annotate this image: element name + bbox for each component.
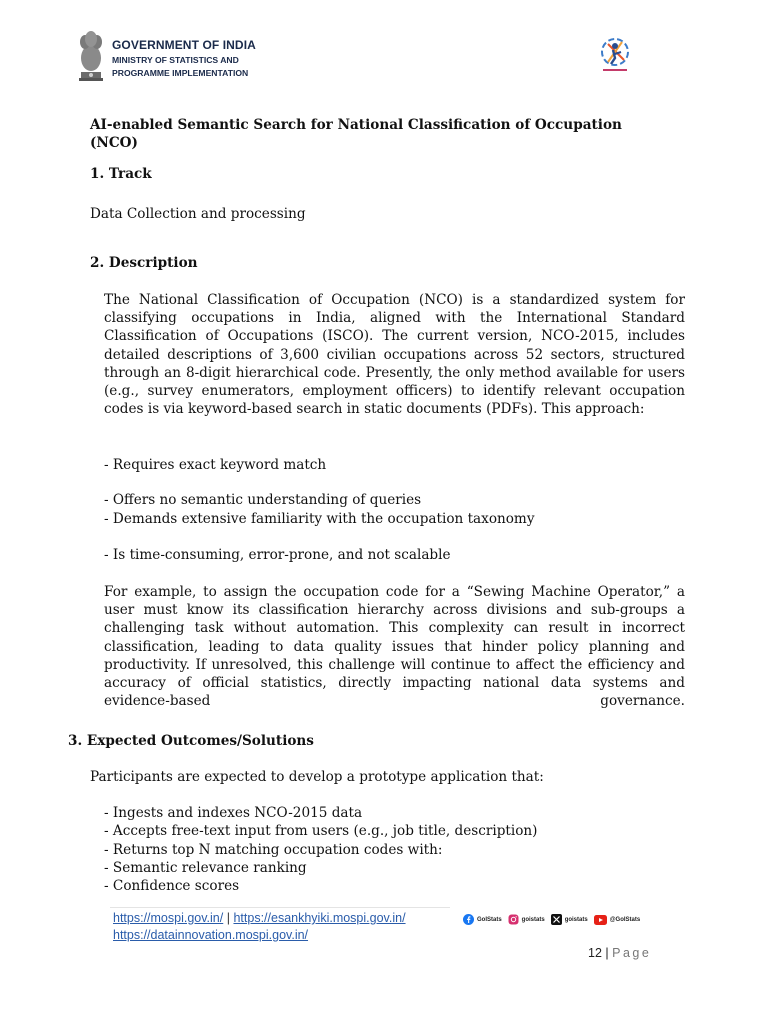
facebook-handle[interactable]: GoIStats: [463, 914, 502, 925]
document-title-line2: (NCO): [90, 135, 138, 151]
x-twitter-icon: [551, 914, 562, 925]
government-title: GOVERNMENT OF INDIA: [112, 38, 256, 52]
x-handle[interactable]: goistats: [551, 914, 588, 925]
social-media-handles: [463, 914, 646, 925]
youtube-handle[interactable]: @GoIStats: [594, 915, 641, 925]
ministry-name-line2: PROGRAMME IMPLEMENTATION: [112, 68, 249, 78]
esankhyiki-link[interactable]: https://esankhyiki.mospi.gov.in/: [233, 911, 406, 925]
section-heading-track: 1. Track: [90, 166, 152, 182]
outcome-bullet: - Returns top N matching occupation codes with:: [104, 842, 443, 858]
footer-links-row-2: [113, 928, 308, 942]
document-title-line1: AI-enabled Semantic Search for National Classification of Occupation: [90, 117, 622, 133]
description-bullet: - Requires exact keyword match: [104, 457, 327, 473]
outcome-bullet: - Semantic relevance ranking: [104, 860, 307, 876]
mospi-link[interactable]: https://mospi.gov.in/: [113, 911, 224, 925]
datainnovation-link[interactable]: https://datainnovation.mospi.gov.in/: [113, 928, 309, 942]
ministry-name-line1: MINISTRY OF STATISTICS AND: [112, 55, 239, 65]
track-value: Data Collection and processing: [90, 206, 306, 222]
description-bullet: - Is time-consuming, error-prone, and not scalable: [104, 547, 451, 563]
outcome-bullet: - Confidence scores: [104, 878, 240, 894]
page-number: 12 | Page: [588, 946, 652, 960]
description-paragraph: The National Classification of Occupation (NCO) is a standardized system for classifying occupations in India, aligned with the International Standard Classification of Occupations (ISCO). The current version, NCO-2015, includes detailed descriptions of 3,600 civilian occupations across 52 sectors, structured through an 8-digit hierarchical code. Presently, the only method available for users (e.g., survey enumerators, employment officers) to identify relevant occupation codes is via keyword-based search in static documents (PDFs). This approach:: [104, 292, 685, 418]
link-separator: |: [226, 911, 230, 925]
outcomes-intro: Participants are expected to develop a prototype application that:: [90, 769, 544, 785]
example-paragraph: For example, to assign the occupation code for a “Sewing Machine Operator,” a user must know its classification hierarchy across divisions and sub-groups a challenging task without automation. This complexity can result in incorrect classification, leading to data quality issues that hinder policy planning and productivity. If unresolved, this challenge will continue to affect the efficiency and accuracy of official statistics, directly impacting national data systems and evidence-based governance.: [104, 584, 685, 710]
footer-links-row: [113, 911, 406, 925]
header-branding: [76, 28, 256, 82]
footer-divider: [110, 907, 450, 908]
instagram-icon: [508, 914, 519, 925]
outcome-bullet: - Ingests and indexes NCO-2015 data: [104, 805, 363, 821]
outcome-bullet: - Accepts free-text input from users (e.g., job title, description): [104, 823, 538, 839]
national-emblem-icon: [76, 28, 106, 82]
description-bullet: - Offers no semantic understanding of queries: [104, 492, 422, 508]
data-for-development-logo-icon: [594, 34, 636, 76]
description-bullet: - Demands extensive familiarity with the occupation taxonomy: [104, 511, 535, 527]
section-heading-expected-outcomes: 3. Expected Outcomes/Solutions: [68, 733, 314, 749]
instagram-handle[interactable]: goistats: [508, 914, 545, 925]
youtube-icon: [594, 915, 607, 925]
facebook-icon: [463, 914, 474, 925]
section-heading-description: 2. Description: [90, 255, 198, 271]
